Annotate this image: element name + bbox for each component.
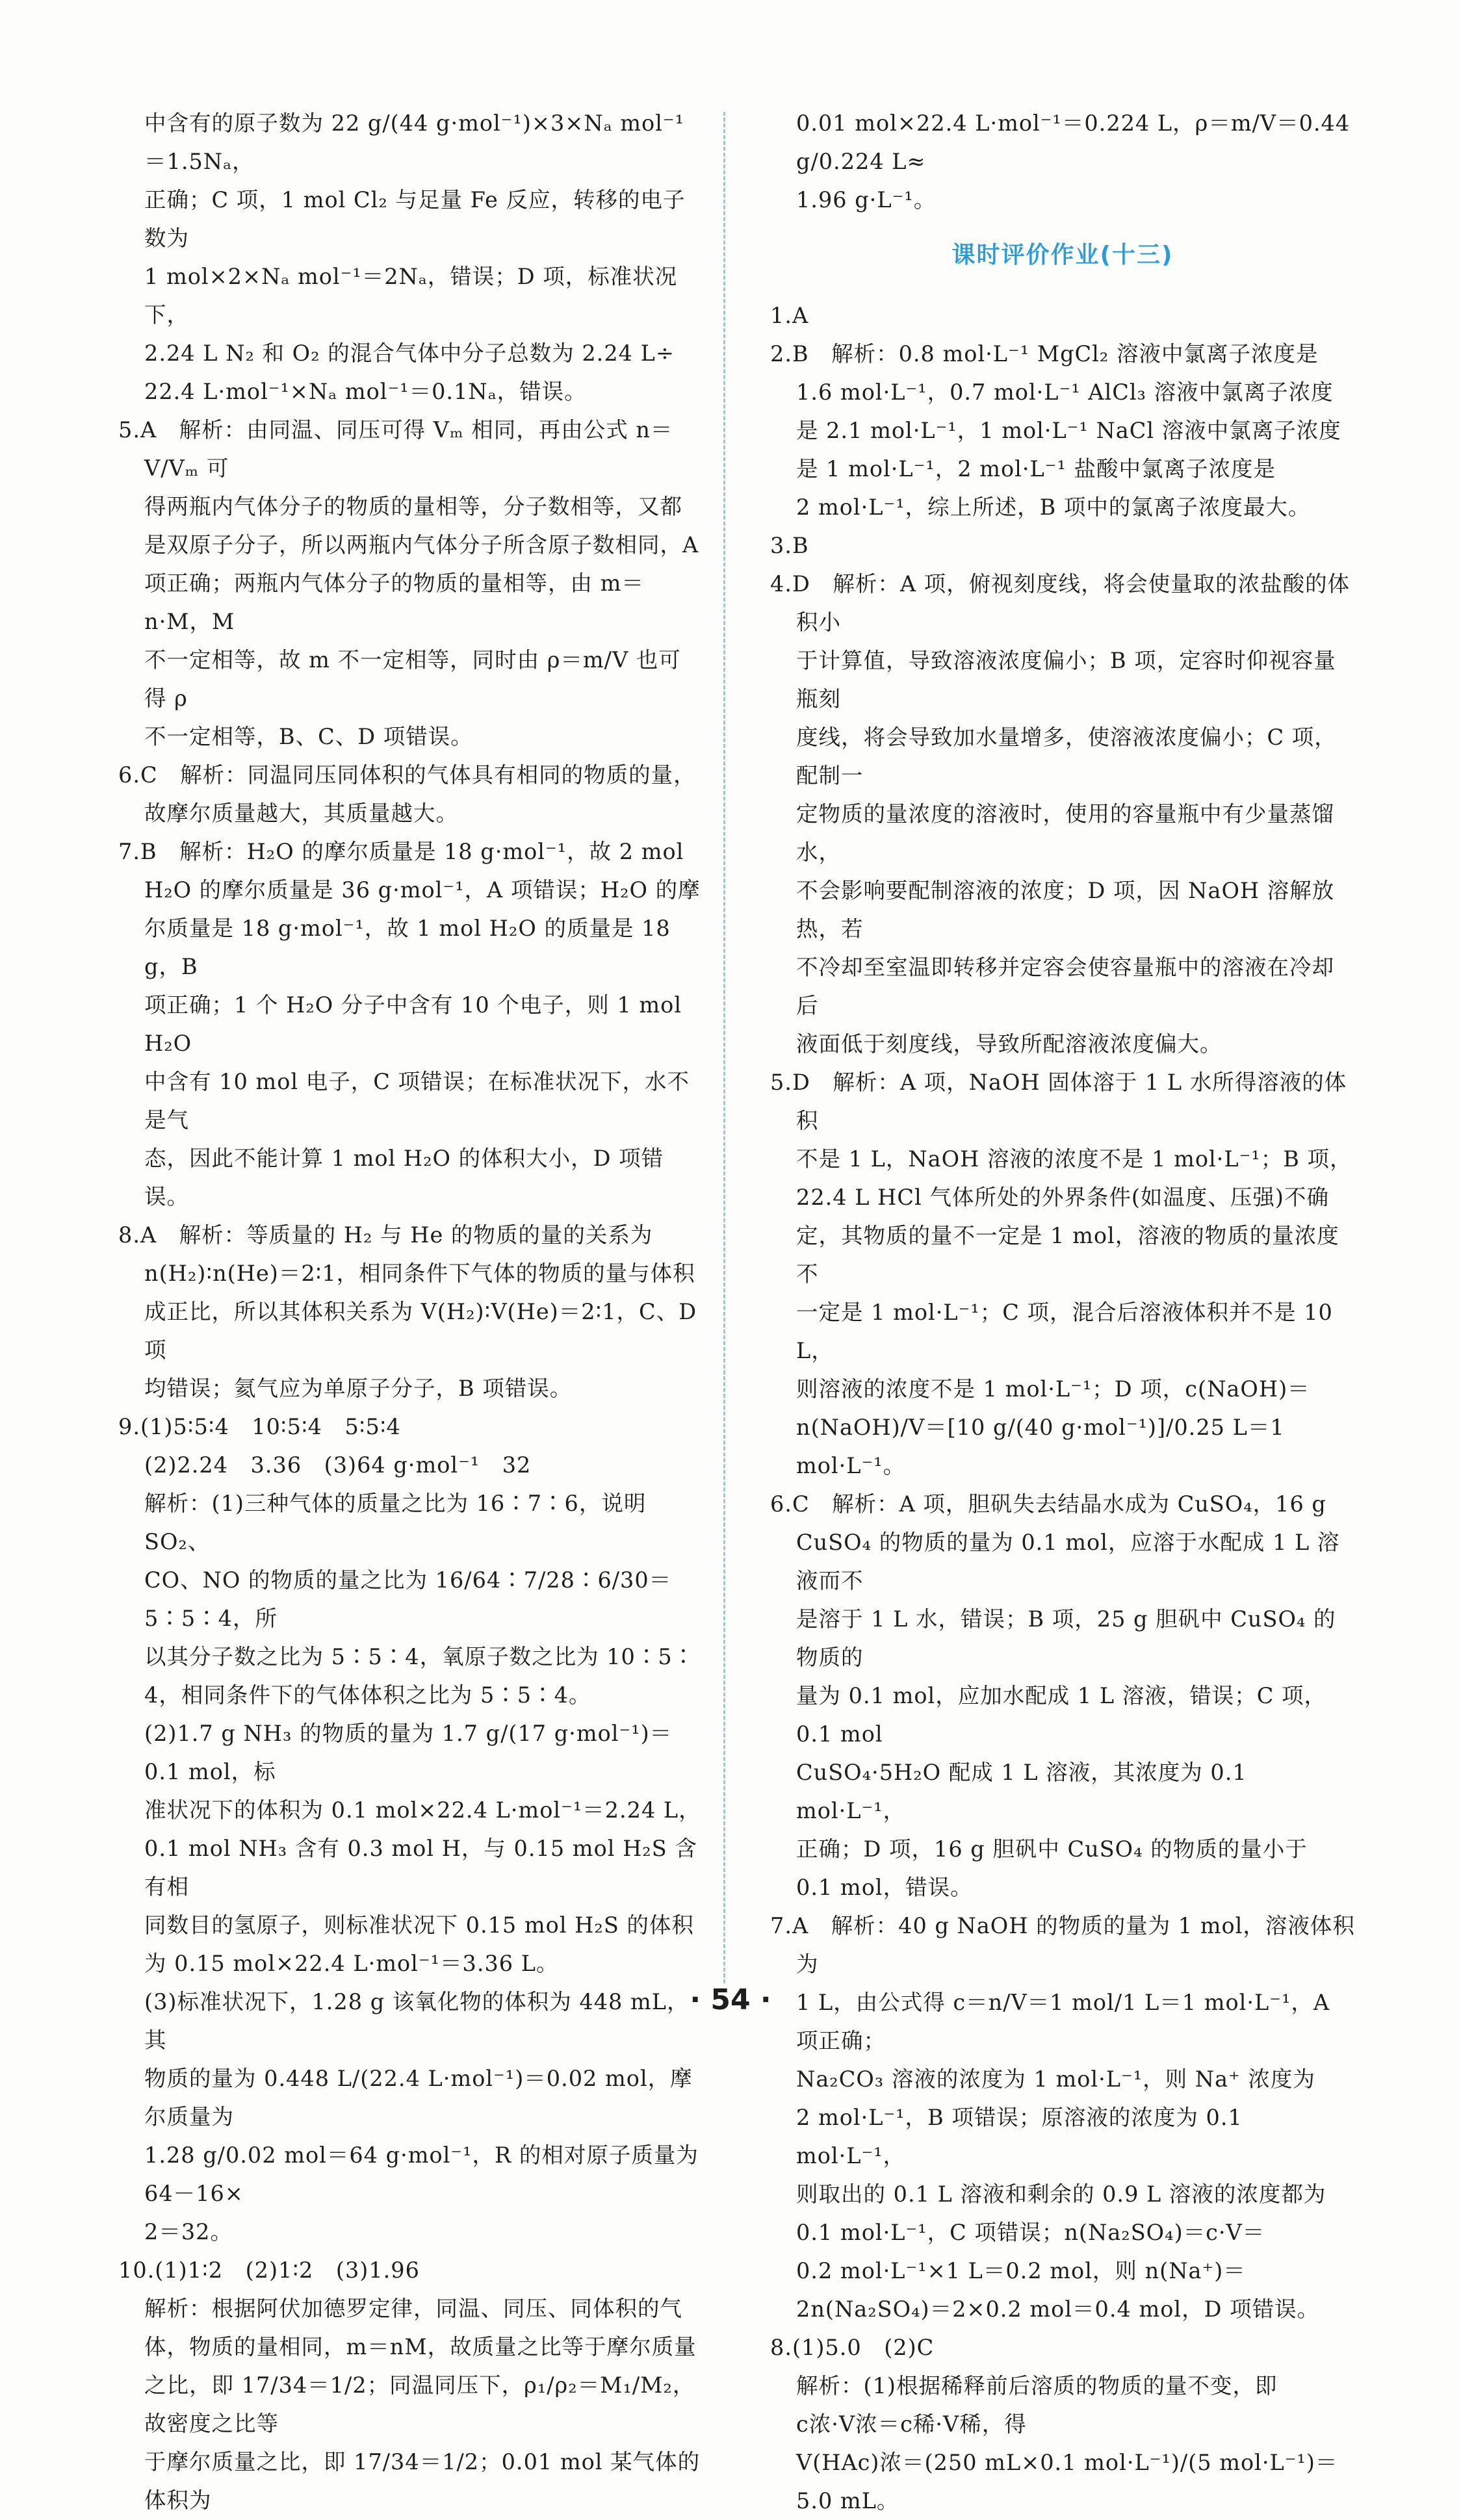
- section-title: 课时评价作业(十三): [951, 242, 1174, 268]
- text-line: 4，相同条件下的气体体积之比为 5∶5∶4。: [144, 1682, 591, 1708]
- text-line: 5.D 解析：A 项，NaOH 固体溶于 1 L 水所得溶液的体积: [770, 1070, 1347, 1133]
- text-line: 于摩尔质量之比，即 17/34＝1/2；0.01 mol 某气体的体积为: [144, 2449, 701, 2513]
- text-line: 成正比，所以其体积关系为 V(H₂)∶V(He)＝2∶1，C、D 项: [144, 1299, 697, 1363]
- text-line: 9.(1)5∶5∶4 10∶5∶4 5∶5∶4: [118, 1414, 401, 1439]
- text-line: 2.B 解析：0.8 mol·L⁻¹ MgCl₂ 溶液中氯离子浓度是: [770, 341, 1319, 366]
- text-line: 正确；C 项，1 mol Cl₂ 与足量 Fe 反应，转移的电子数为: [144, 187, 686, 251]
- right-column: [770, 104, 1355, 2520]
- text-line: 之比，即 17/34＝1/2；同温同压下，ρ₁/ρ₂＝M₁/M₂，故密度之比等: [144, 2372, 695, 2436]
- text-line: 定，其物质的量不一定是 1 mol，溶液的物质的量浓度不: [796, 1223, 1339, 1287]
- text-line: 0.1 mol NH₃ 含有 0.3 mol H，与 0.15 mol H₂S 含有相: [144, 1836, 697, 1899]
- text-line: 得两瓶内气体分子的物质的量相等，分子数相等，又都: [144, 494, 682, 519]
- text-line: 0.1 mol·L⁻¹，C 项错误；n(Na₂SO₄)＝c·V＝: [796, 2220, 1265, 2245]
- text-line: 中含有 10 mol 电子，C 项错误；在标准状况下，水不是气: [144, 1069, 690, 1133]
- text-line: 0.01 mol×22.4 L·mol⁻¹＝0.224 L，ρ＝m/V＝0.44 g/0.224 L≈: [796, 110, 1351, 174]
- text-line: (2)2.24 3.36 (3)64 g·mol⁻¹ 32: [144, 1452, 532, 1478]
- text-line: 同数目的氢原子，则标准状况下 0.15 mol H₂S 的体积: [144, 1912, 694, 1938]
- text-line: V(HAc)浓＝(250 mL×0.1 mol·L⁻¹)/(5 mol·L⁻¹)＝5.0 mL。: [796, 2450, 1338, 2514]
- text-line: 是 1 mol·L⁻¹，2 mol·L⁻¹ 盐酸中氯离子浓度是: [796, 456, 1276, 482]
- text-line: 10.(1)1∶2 (2)1∶2 (3)1.96: [118, 2257, 420, 2283]
- text-line: 项正确；两瓶内气体分子的物质的量相等，由 m＝n·M，M: [144, 571, 644, 634]
- text-line: CuSO₄ 的物质的量为 0.1 mol，应溶于水配成 1 L 溶液而不: [796, 1530, 1340, 1593]
- text-line: 解析：根据阿伏加德罗定律，同温、同压、同体积的气: [144, 2296, 682, 2321]
- text-line: 2.24 L N₂ 和 O₂ 的混合气体中分子总数为 2.24 L÷: [144, 341, 675, 366]
- page-number: · 54 ·: [690, 1983, 771, 2016]
- text-line: 一定是 1 mol·L⁻¹；C 项，混合后溶液体积并不是 10 L，: [796, 1300, 1333, 1363]
- text-line: 8.A 解析：等质量的 H₂ 与 He 的物质的量的关系为: [118, 1222, 653, 1248]
- text-line: Na₂CO₃ 溶液的浓度为 1 mol·L⁻¹，则 Na⁺ 浓度为: [796, 2066, 1315, 2092]
- text-line: 6.C 解析：A 项，胆矾失去结晶水成为 CuSO₄，16 g: [770, 1491, 1326, 1517]
- left-column: [118, 104, 703, 2519]
- text-line: c浓·V浓＝c稀·V稀，得: [796, 2411, 1027, 2437]
- column-divider: [723, 112, 725, 1983]
- text-line: 中含有的原子数为 22 g/(44 g·mol⁻¹)×3×Nₐ mol⁻¹＝1.5Nₐ，: [144, 110, 685, 174]
- text-line: 1.A: [770, 303, 809, 328]
- text-line: 则取出的 0.1 L 溶液和剩余的 0.9 L 溶液的浓度都为: [796, 2181, 1326, 2207]
- text-line: 2 mol·L⁻¹，B 项错误；原溶液的浓度为 0.1 mol·L⁻¹，: [796, 2105, 1243, 2168]
- text-line: 均错误；氦气应为单原子分子，B 项错误。: [144, 1376, 573, 1401]
- text-line: (3)标准状况下，1.28 g 该氧化物的体积为 448 mL，其: [144, 1989, 690, 2053]
- text-line: 度线，将会导致加水量增多，使溶液浓度偏小；C 项，配制一: [796, 725, 1337, 788]
- text-line: CuSO₄·5H₂O 配成 1 L 溶液，其浓度为 0.1 mol·L⁻¹，: [796, 1760, 1247, 1823]
- text-line: 态，因此不能计算 1 mol H₂O 的体积大小，D 项错误。: [144, 1146, 664, 1209]
- text-line: 物质的量为 0.448 L/(22.4 L·mol⁻¹)＝0.02 mol，摩尔质量为: [144, 2066, 693, 2129]
- text-line: 1 L，由公式得 c＝n/V＝1 mol/1 L＝1 mol·L⁻¹，A 项正确；: [796, 1990, 1330, 2053]
- text-line: 不会影响要配制溶液的浓度；D 项，因 NaOH 溶解放热，若: [796, 878, 1335, 942]
- text-line: 4.D 解析：A 项，俯视刻度线，将会使量取的浓盐酸的体积小: [770, 571, 1351, 635]
- text-line: 液面低于刻度线，导致所配溶液浓度偏大。: [796, 1031, 1222, 1057]
- text-line: 7.A 解析：40 g NaOH 的物质的量为 1 mol，溶液体积为: [770, 1913, 1355, 1977]
- text-line: 于计算值，导致溶液浓度偏小；B 项，定容时仰视容量瓶刻: [796, 648, 1336, 712]
- text-line: 定物质的量浓度的溶液时，使用的容量瓶中有少量蒸馏水，: [796, 801, 1334, 865]
- text-line: 尔质量是 18 g·mol⁻¹，故 1 mol H₂O 的质量是 18 g，B: [144, 916, 671, 979]
- text-line: 2n(Na₂SO₄)＝2×0.2 mol＝0.4 mol，D 项错误。: [796, 2296, 1320, 2322]
- text-line: 正确；D 项，16 g 胆矾中 CuSO₄ 的物质的量小于: [796, 1836, 1308, 1862]
- text-line: 准状况下的体积为 0.1 mol×22.4 L·mol⁻¹＝2.24 L，: [144, 1797, 701, 1823]
- text-line: 3.B: [770, 533, 809, 558]
- text-line: 不是 1 L，NaOH 溶液的浓度不是 1 mol·L⁻¹；B 项，: [796, 1146, 1352, 1172]
- text-line: 量为 0.1 mol，应加水配成 1 L 溶液，错误；C 项，0.1 mol: [796, 1683, 1327, 1747]
- text-line: 1.28 g/0.02 mol＝64 g·mol⁻¹，R 的相对原子质量为 64－16×: [144, 2142, 699, 2206]
- text-line: 是溶于 1 L 水，错误；B 项，25 g 胆矾中 CuSO₄ 的物质的: [796, 1606, 1336, 1670]
- text-line: 22.4 L·mol⁻¹×Nₐ mol⁻¹＝0.1Nₐ，错误。: [144, 379, 587, 404]
- text-line: 解析：(1)根据稀释前后溶质的物质的量不变，即: [796, 2373, 1278, 2398]
- text-line: 5.A 解析：由同温、同压可得 Vₘ 相同，再由公式 n＝V/Vₘ 可: [118, 417, 673, 481]
- text-line: 不一定相等，故 m 不一定相等，同时由 ρ＝m/V 也可得 ρ: [144, 647, 681, 711]
- text-line: 解析：(1)三种气体的质量之比为 16∶7∶6，说明 SO₂、: [144, 1491, 647, 1554]
- text-line: 2 mol·L⁻¹，综上所述，B 项中的氯离子浓度最大。: [796, 495, 1311, 520]
- text-line: 故摩尔质量越大，其质量越大。: [144, 801, 458, 826]
- text-line: 0.2 mol·L⁻¹×1 L＝0.2 mol，则 n(Na⁺)＝: [796, 2258, 1246, 2283]
- text-line: 7.B 解析：H₂O 的摩尔质量是 18 g·mol⁻¹，故 2 mol: [118, 839, 684, 864]
- text-line: CO、NO 的物质的量之比为 16/64∶7/28∶6/30＝5∶5∶4，所: [144, 1567, 672, 1631]
- text-line: 不一定相等，B、C、D 项错误。: [144, 724, 473, 749]
- text-line: 8.(1)5.0 (2)C: [770, 2335, 935, 2360]
- text-line: 1.6 mol·L⁻¹，0.7 mol·L⁻¹ AlCl₃ 溶液中氯离子浓度: [796, 379, 1334, 405]
- text-line: n(NaOH)/V＝[10 g/(40 g·mol⁻¹)]/0.25 L＝1 mol·L⁻¹。: [796, 1415, 1285, 1478]
- text-line: 则溶液的浓度不是 1 mol·L⁻¹；D 项，c(NaOH)＝: [796, 1376, 1310, 1402]
- text-line: 不冷却至室温即转移并定容会使容量瓶中的溶液在冷却后: [796, 955, 1334, 1018]
- text-line: n(H₂)∶n(He)＝2∶1，相同条件下气体的物质的量与体积: [144, 1261, 695, 1286]
- text-line: 是 2.1 mol·L⁻¹，1 mol·L⁻¹ NaCl 溶液中氯离子浓度: [796, 418, 1341, 443]
- text-line: 项正确；1 个 H₂O 分子中含有 10 个电子，则 1 mol H₂O: [144, 992, 682, 1056]
- text-line: 是双原子分子，所以两瓶内气体分子所含原子数相同，A: [144, 532, 699, 558]
- text-line: (2)1.7 g NH₃ 的物质的量为 1.7 g/(17 g·mol⁻¹)＝0.1 mol，标: [144, 1721, 673, 1784]
- text-line: 2＝32。: [144, 2219, 233, 2244]
- text-line: 6.C 解析：同温同压同体积的气体具有相同的物质的量，: [118, 762, 696, 788]
- text-line: H₂O 的摩尔质量是 36 g·mol⁻¹，A 项错误；H₂O 的摩: [144, 877, 701, 903]
- text-line: 为 0.15 mol×22.4 L·mol⁻¹＝3.36 L。: [144, 1951, 559, 1976]
- text-line: 以其分子数之比为 5∶5∶4，氧原子数之比为 10∶5∶: [144, 1644, 695, 1669]
- text-line: 1.96 g·L⁻¹。: [796, 187, 937, 212]
- text-line: 0.1 mol，错误。: [796, 1875, 973, 1900]
- text-line: 22.4 L HCl 气体所处的外界条件(如温度、压强)不确: [796, 1185, 1329, 1210]
- text-line: 1 mol×2×Nₐ mol⁻¹＝2Nₐ，错误；D 项，标准状况下，: [144, 264, 678, 328]
- text-line: 体，物质的量相同，m＝nM，故质量之比等于摩尔质量: [144, 2334, 697, 2359]
